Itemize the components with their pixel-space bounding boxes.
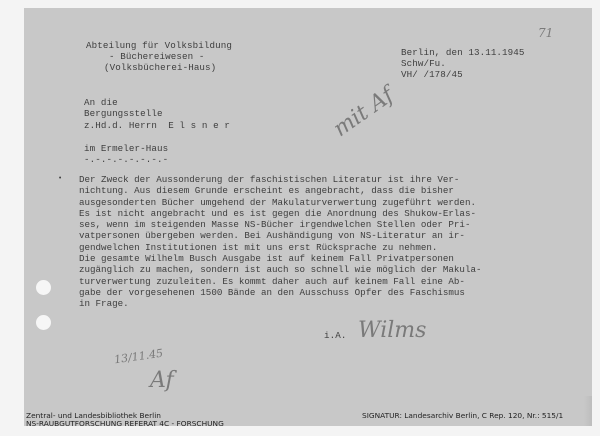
handwritten-page-number: 71 <box>538 26 554 40</box>
letterhead-line-1: Abteilung für Volksbildung <box>86 40 232 51</box>
signature-prefix: i.A. <box>324 330 347 341</box>
footer-signature-ref: SIGNATUR: Landesarchiv Berlin, C Rep. 120, Nr.: 515/1 <box>362 411 564 420</box>
letterhead-line-2: - Büchereiwesen - <box>109 51 205 62</box>
body-line: gendwelchen Institutionen ist mit uns erst Rücksprache zu nehmen. <box>79 241 438 253</box>
body-line: gabe der vorgesehenen 1500 Bände an den Ausschuss Opfer des Faschismus <box>79 286 465 298</box>
handwritten-note-top: mit Af <box>328 82 399 143</box>
recipient-line-4: im Ermeler-Haus <box>84 143 169 154</box>
body-line: vatpersonen übergeben werden. Bei Aushändigung von NS-Literatur an ir- <box>79 230 465 242</box>
recipient-line-3: z.Hd.d. Herrn E l s n e r <box>84 120 230 131</box>
body-line: zugänglich zu machen, sondern ist auch so schnell wie möglich der Makula- <box>79 264 482 276</box>
body-line: Der Zweck der Aussonderung der faschistischen Literatur ist ihre Ver- <box>79 174 460 185</box>
place-date: Berlin, den 13.11.1945 <box>401 47 525 58</box>
body-line: nichtung. Aus diesem Grunde erscheint es angebracht, dass die bisher <box>79 185 454 197</box>
handwritten-date: 13/11.45 <box>113 346 164 367</box>
punch-hole-bottom <box>36 315 51 330</box>
body-line: Die gesamte Wilhelm Busch Ausgabe ist auf keinem Fall Privatpersonen <box>79 253 454 265</box>
letter-body <box>60 174 580 310</box>
body-line: ausgesonderten Bücher umgehend der Makulaturverwertung zugeführt werden. <box>79 196 476 208</box>
file-number: VH/ /178/45 <box>401 69 463 80</box>
footer-department: NS-RAUBGUTFORSCHUNG REFERAT 4C - FORSCHUNG <box>26 419 224 428</box>
body-line: in Frage. <box>79 298 129 310</box>
handwritten-signature: Wilms <box>358 318 427 343</box>
recipient-underline: -.-.-.-.-.-.-.- <box>84 154 169 165</box>
recipient-line-1: An die <box>84 97 118 108</box>
body-line: ses, wenn im steigenden Masse NS-Bücher irgendwelchen Stellen oder Pri- <box>79 219 471 231</box>
body-line: Es ist nicht angebracht und es ist gegen die Anordnung des Shukow-Erlas- <box>79 207 476 219</box>
body-line: turverwertung zuzuleiten. Es kommt daher auch auf keinem Fall eine Ab- <box>79 275 465 287</box>
reference-initials: Schw/Fu. <box>401 58 446 69</box>
bullet-mark: • <box>58 175 63 183</box>
punch-hole-top <box>36 280 51 295</box>
handwritten-initials: Af <box>150 368 174 393</box>
recipient-line-2: Bergungsstelle <box>84 108 163 119</box>
footer-library-name: Zentral- und Landesbibliothek Berlin <box>26 411 161 420</box>
letterhead-line-3: (Volksbücherei-Haus) <box>104 62 217 73</box>
